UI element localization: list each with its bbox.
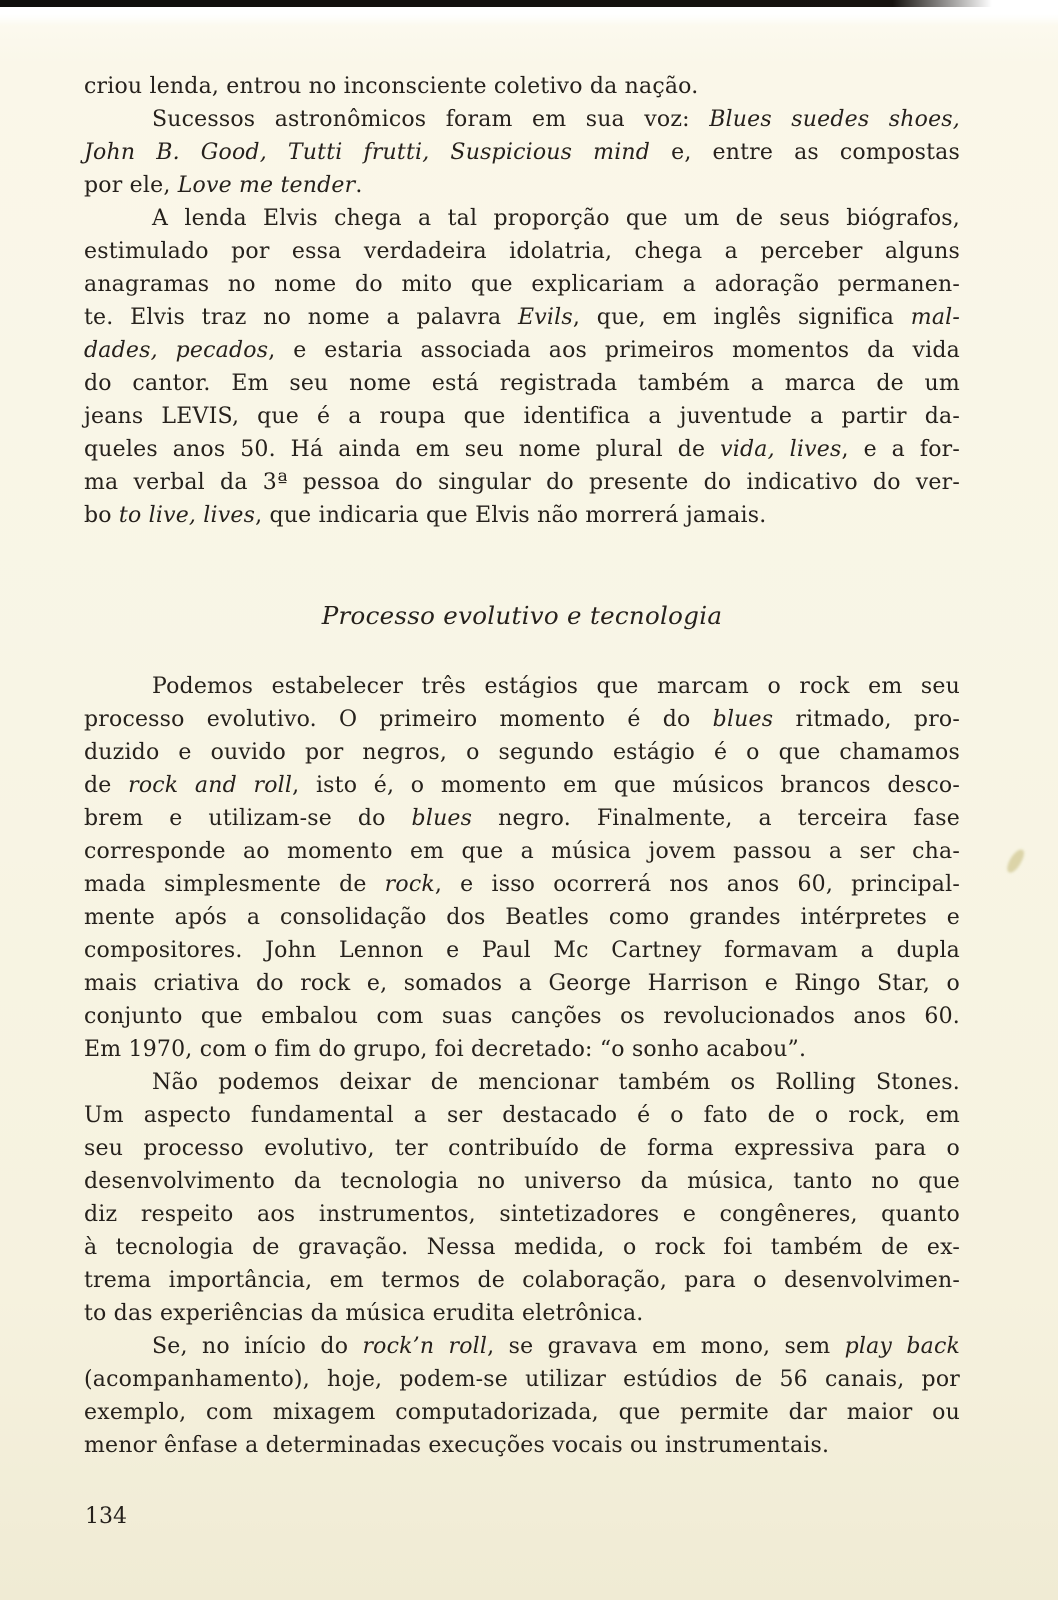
text-line: brem e utilizam-se do blues negro. Finalmente, a terceira fase	[84, 806, 960, 831]
page-content	[84, 70, 960, 1462]
text-line: conjunto que embalou com suas canções os revolucionados anos 60.	[84, 1004, 960, 1029]
text-line: A lenda Elvis chega a tal proporção que um de seus biógrafos,	[152, 206, 960, 231]
text-line: mada simplesmente de rock, e isso ocorrerá nos anos 60, principal-	[84, 872, 960, 897]
text-line: Podemos estabelecer três estágios que marcam o rock em seu	[152, 674, 960, 699]
text-line: te. Elvis traz no nome a palavra Evils, que, em inglês significa mal-	[84, 305, 961, 330]
text-line: desenvolvimento da tecnologia no universo da música, tanto no que	[84, 1169, 960, 1194]
paragraph	[84, 103, 960, 202]
text-line: Sucessos astronômicos foram em sua voz: Blues suedes shoes,	[152, 107, 960, 132]
text-line: trema importância, em termos de colaboração, para o desenvolvimen-	[84, 1268, 960, 1293]
text-line: bo to live, lives, que indicaria que Elvis não morrerá jamais.	[84, 503, 767, 528]
text-line: Um aspecto fundamental a ser destacado é o fato de o rock, em	[84, 1103, 960, 1128]
text-line: diz respeito aos instrumentos, sintetizadores e congêneres, quanto	[84, 1202, 960, 1227]
text-line: to das experiências da música erudita eletrônica.	[84, 1301, 644, 1326]
paragraph	[84, 670, 960, 1066]
text-line: processo evolutivo. O primeiro momento é do blues ritmado, pro-	[84, 707, 960, 732]
text-line: John B. Good, Tutti frutti, Suspicious mind e, entre as compostas	[84, 140, 960, 165]
text-line: seu processo evolutivo, ter contribuído de forma expressiva para o	[84, 1136, 960, 1161]
text-line: de rock and roll, isto é, o momento em que músicos brancos desco-	[84, 773, 960, 798]
paragraph	[84, 70, 960, 103]
text-line: compositores. John Lennon e Paul Mc Cartney formavam a dupla	[84, 938, 960, 963]
text-line: estimulado por essa verdadeira idolatria, chega a perceber alguns	[84, 239, 960, 264]
text-line: Não podemos deixar de mencionar também os Rolling Stones.	[152, 1070, 960, 1095]
text-line: exemplo, com mixagem computadorizada, que permite dar maior ou	[84, 1400, 960, 1425]
text-line: Se, no início do rock’n roll, se gravava em mono, sem play back	[152, 1334, 961, 1359]
text-line: Em 1970, com o fim do grupo, foi decretado: “o sonho acabou”.	[84, 1037, 807, 1062]
text-line: criou lenda, entrou no inconsciente coletivo da nação.	[84, 74, 699, 99]
page-number: 134	[85, 1504, 127, 1529]
text-line: queles anos 50. Há ainda em seu nome plural de vida, lives, e a for-	[84, 437, 960, 462]
text-line: mais criativa do rock e, somados a George Harrison e Ringo Star, o	[84, 971, 960, 996]
paper-smudge	[1005, 847, 1027, 875]
text-line: anagramas no nome do mito que explicariam a adoração permanen-	[84, 272, 960, 297]
section-heading: Processo evolutivo e tecnologia	[321, 601, 723, 630]
text-line: corresponde ao momento em que a música jovem passou a ser cha-	[84, 839, 960, 864]
text-line: por ele, Love me tender.	[84, 173, 363, 198]
text-line: (acompanhamento), hoje, podem-se utilizar estúdios de 56 canais, por	[84, 1367, 960, 1392]
scan-edge-top-black	[0, 0, 992, 7]
text-line: duzido e ouvido por negros, o segundo estágio é o que chamamos	[84, 740, 960, 765]
paragraph	[84, 1066, 960, 1330]
text-line: do cantor. Em seu nome está registrada também a marca de um	[84, 371, 960, 396]
paragraph	[84, 1330, 960, 1462]
paragraph	[84, 202, 960, 532]
text-line: dades, pecados, e estaria associada aos primeiros momentos da vida	[84, 338, 960, 363]
text-line: mente após a consolidação dos Beatles como grandes intérpretes e	[84, 905, 960, 930]
text-line: jeans LEVIS, que é a roupa que identifica a juventude a partir da-	[84, 404, 960, 429]
text-line: ma verbal da 3ª pessoa do singular do presente do indicativo do ver-	[84, 470, 960, 495]
text-line: menor ênfase a determinadas execuções vocais ou instrumentais.	[84, 1433, 830, 1458]
text-line: à tecnologia de gravação. Nessa medida, o rock foi também de ex-	[84, 1235, 960, 1260]
